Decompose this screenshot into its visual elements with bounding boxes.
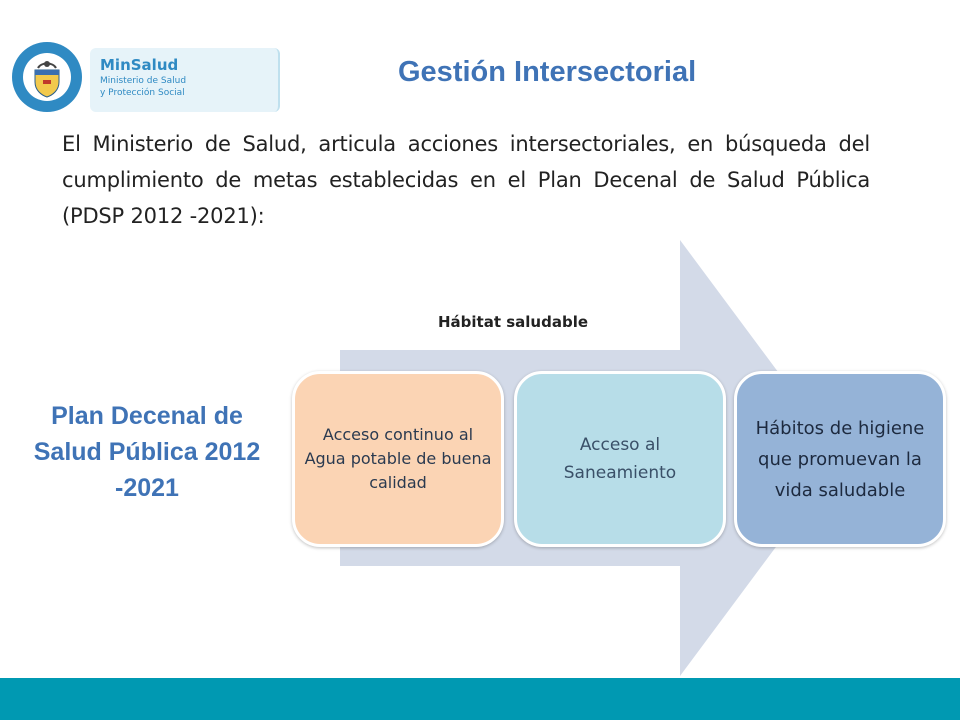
colombia-seal-icon — [10, 40, 84, 114]
brand-subtitle: Ministerio de Salud — [100, 76, 187, 86]
process-box-hygiene — [734, 371, 946, 547]
brand-name: MinSalud — [100, 56, 179, 74]
slide-title: Gestión Intersectorial — [398, 56, 697, 88]
arrow-label: Hábitat saludable — [438, 313, 589, 331]
minsalud-logo — [10, 40, 272, 114]
process-box-water — [292, 371, 504, 547]
brand-box — [90, 48, 280, 112]
process-box-sanitation — [514, 371, 726, 547]
footer-bar — [0, 678, 960, 720]
intro-paragraph: El Ministerio de Salud, articula acciones intersectoriales, en búsqueda del cumplimiento de metas establecidas en el Plan Decenal de Salud Pública (PDSP 2012 -2021): — [62, 132, 870, 228]
brand-subtitle-2: y Protección Social — [100, 88, 185, 98]
process-box-label: Acceso al Saneamiento — [563, 435, 677, 483]
process-box-label: Acceso continuo al Agua potable de buena calidad — [304, 425, 492, 492]
process-box-label: Hábitos de higiene que promuevan la vida saludable — [755, 417, 925, 501]
plan-label: Plan Decenal de Salud Pública 2012 -2021 — [33, 402, 261, 502]
